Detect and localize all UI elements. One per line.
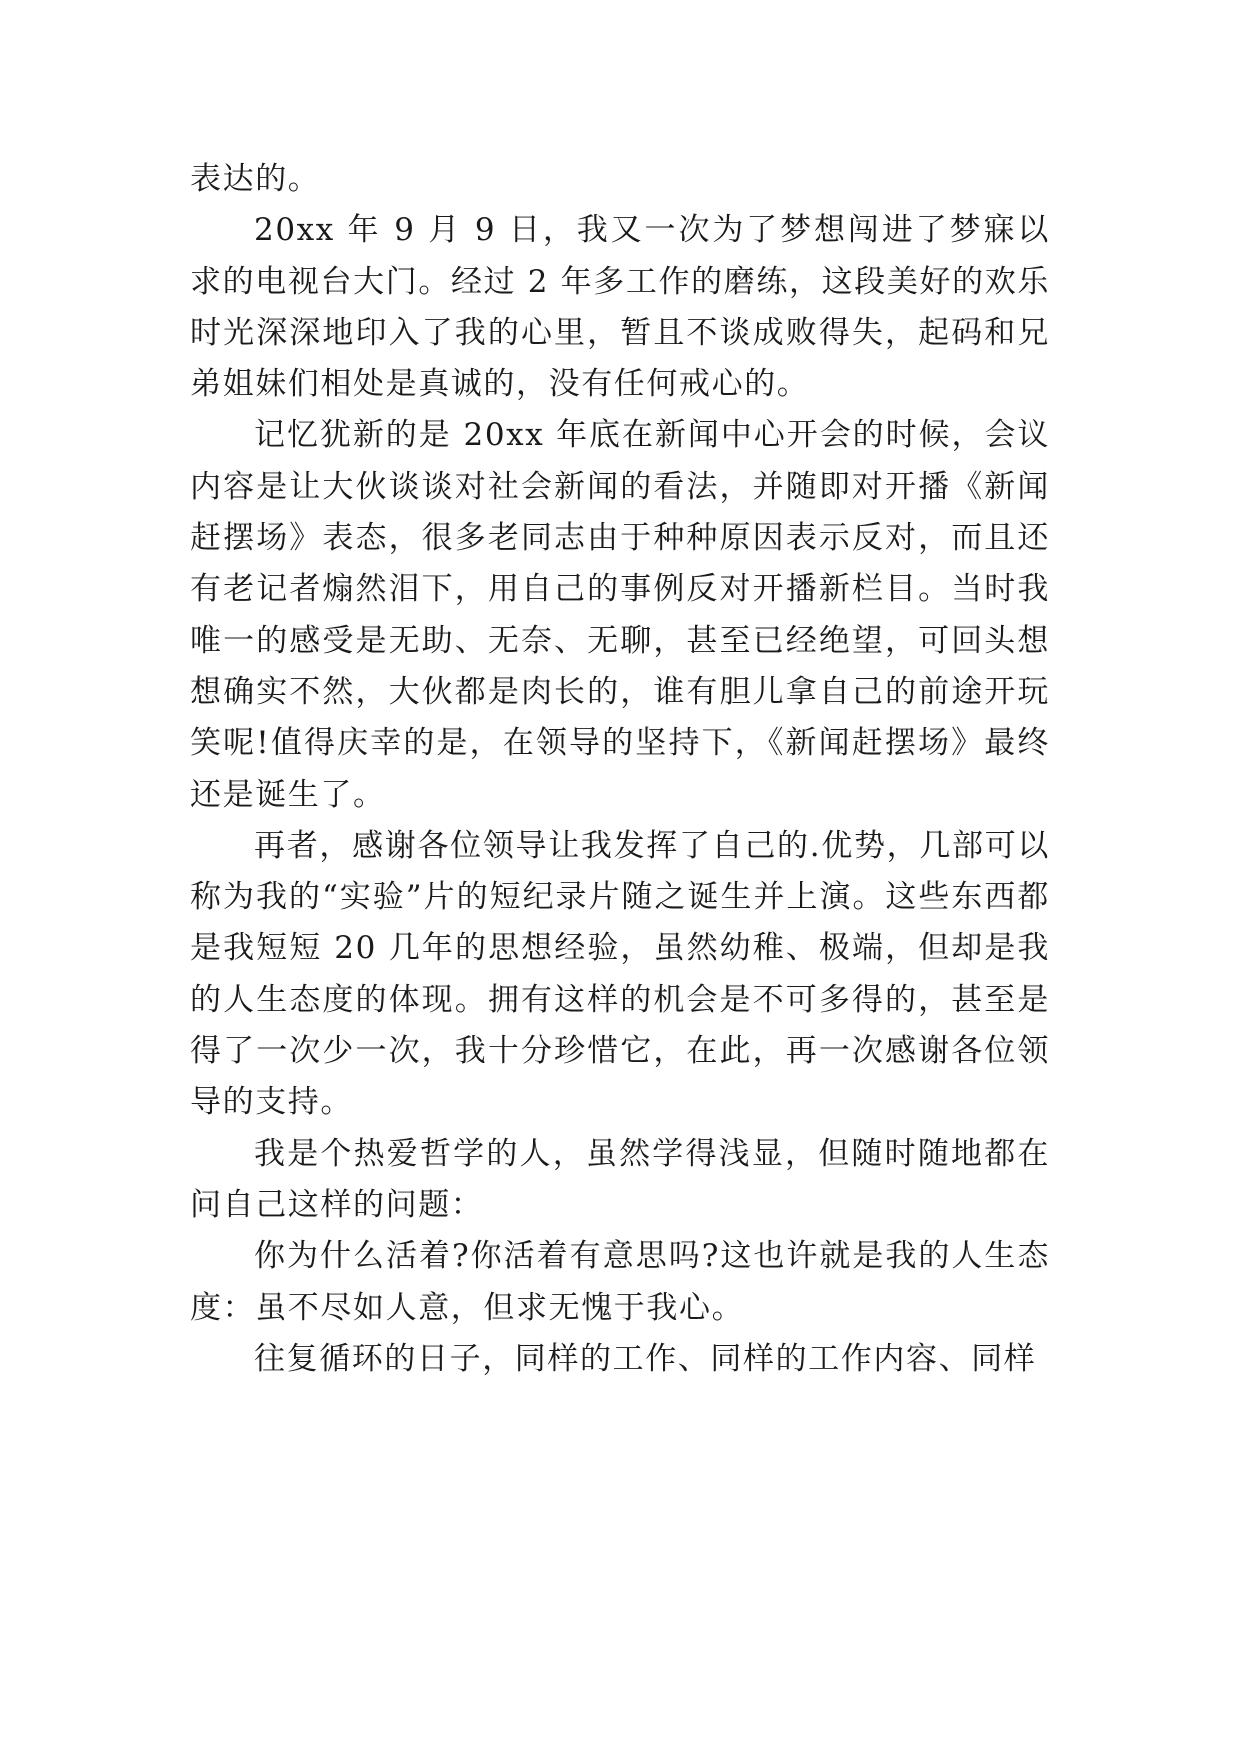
paragraph-1: 表达的。 xyxy=(190,161,321,197)
paragraph-5: 我是个热爱哲学的人，虽然学得浅显，但随时随地都在问自己这样的问题： xyxy=(190,1135,1050,1223)
paragraph-3: 记忆犹新的是 20xx 年底在新闻中心开会的时候，会议内容是让大伙谈谈对社会新闻的看法，并随即对开播《新闻赶摆场》表态，很多老同志由于种种原因表示反对，而且还有老记者煽然泪下，用自己的事例反对开播新栏目。当时我唯一的感受是无助、无奈、无聊，甚至已经绝望，可回头想想确实不然，大伙都是肉长的，谁有胆儿拿自己的前途开玩笑呢!值得庆幸的是，在领导的坚持下，《新闻赶摆场》最终还是诞生了。 xyxy=(190,417,1050,813)
document-body xyxy=(190,154,1050,1385)
paragraph-2: 20xx 年 9 月 9 日，我又一次为了梦想闯进了梦寐以求的电视台大门。经过 2 年多工作的磨练，这段美好的欢乐时光深深地印入了我的心里，暂且不谈成败得失，起码和兄弟姐妹们相处是真诚的，没有任何戒心的。 xyxy=(190,212,1050,403)
paragraph-7: 往复循环的日子，同样的工作、同样的工作内容、同样 xyxy=(254,1340,1037,1377)
paragraph-4: 再者，感谢各位领导让我发挥了自己的.优势，几部可以称为我的“实验”片的短纪录片随之诞生并上演。这些东西都是我短短 20 几年的思想经验，虽然幼稚、极端，但却是我的人生态度的体现。拥有这样的机会是不可多得的，甚至是得了一次少一次，我十分珍惜它，在此，再一次感谢各位领导的支持。 xyxy=(190,827,1050,1121)
paragraph-6: 你为什么活着?你活着有意思吗?这也许就是我的人生态度：虽不尽如人意，但求无愧于我心。 xyxy=(190,1238,1050,1326)
